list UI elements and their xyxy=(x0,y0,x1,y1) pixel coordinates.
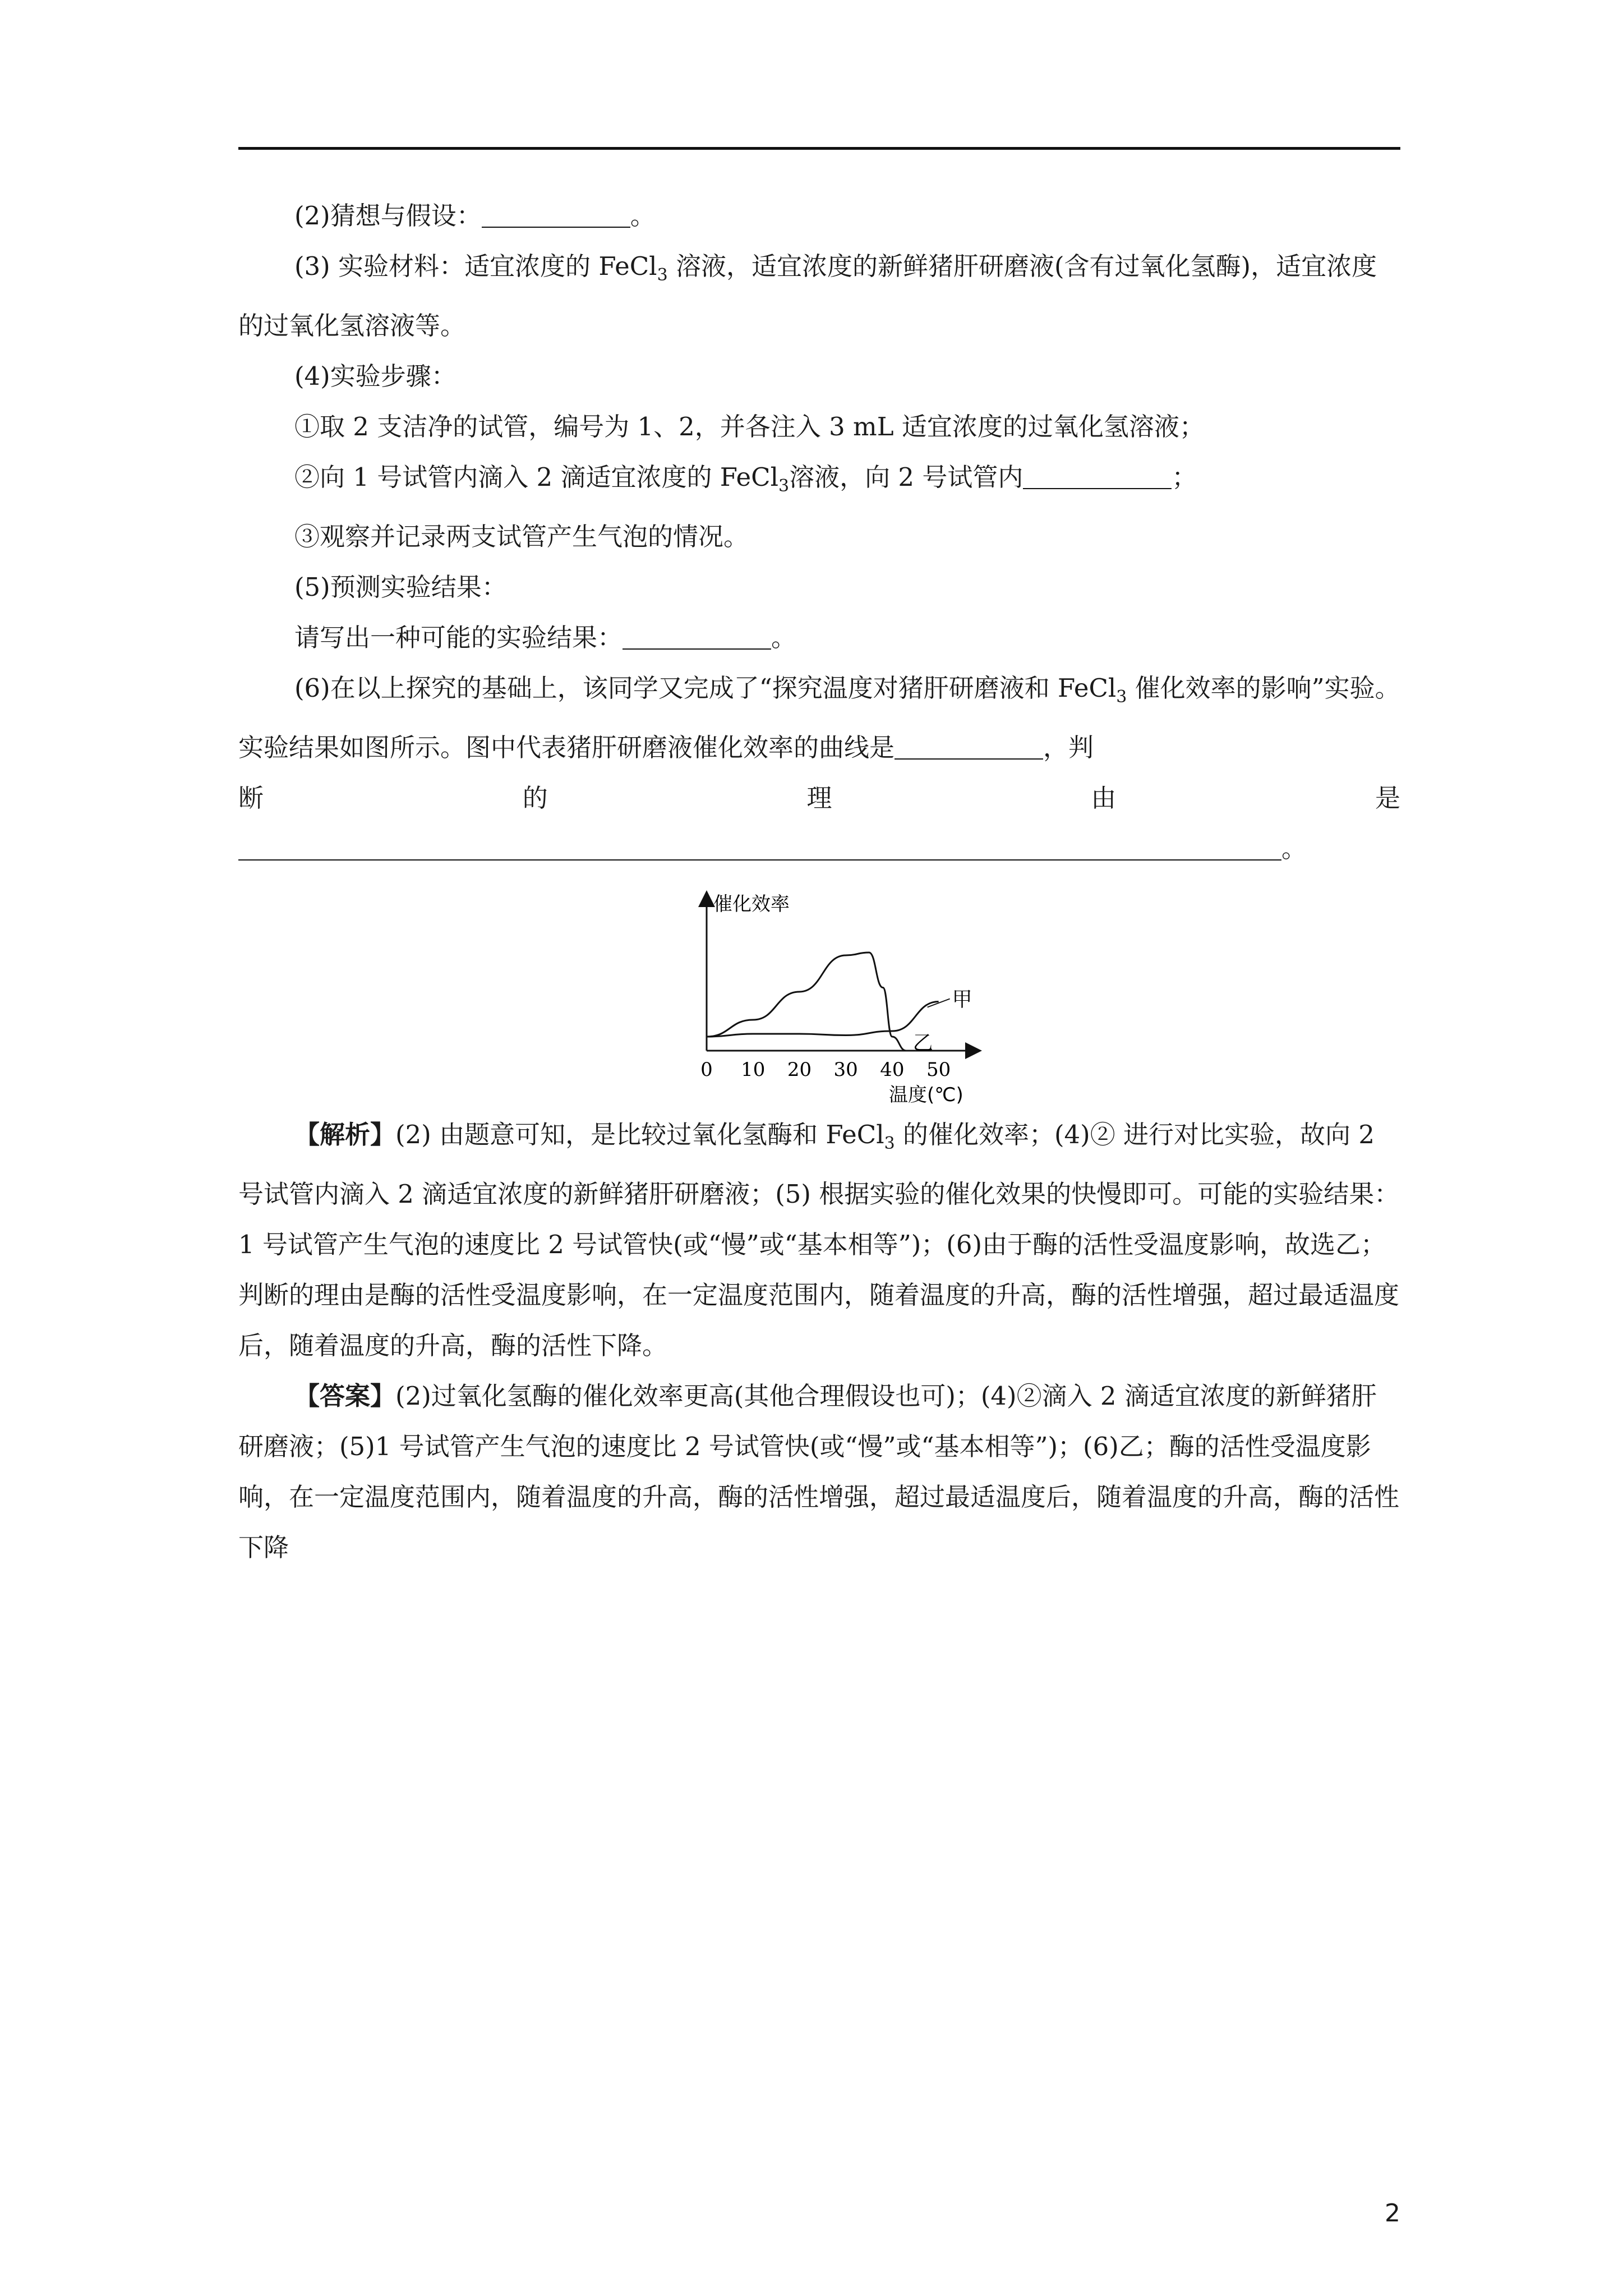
predict-label: (5)预测实验结果： xyxy=(294,572,507,602)
q6-word: 是 xyxy=(1375,783,1400,813)
q6-word: 理 xyxy=(806,783,832,813)
x-tick-label: 50 xyxy=(926,1059,951,1081)
catalysis-chart xyxy=(690,880,1004,1110)
materials-para: (3) 实验材料：适宜浓度的 FeCl$_3$ 溶液，适宜浓度的新鲜猪肝研磨液(含有过氧化氢酶)，适宜浓度的过氧化氢溶液等。 xyxy=(238,251,1377,341)
reason-blank[interactable] xyxy=(238,834,1281,861)
q6-reason-line xyxy=(238,773,1400,823)
x-tick-label: 0 xyxy=(700,1059,713,1081)
q6-para: (6)在以上探究的基础上，该同学又完成了“探究温度对猪肝研磨液和 FeCl$_3$ 催化效率的影响”实验。实验结果如图所示。图中代表猪肝研磨液催化效率的曲线是 ，判 xyxy=(238,673,1400,762)
y-axis-label: 催化效率 xyxy=(713,893,790,915)
answer-para: 【答案】(2)过氧化氢酶的催化效率更高(其他合理假设也可)；(4)②滴入 2 滴适宜浓度的新鲜猪肝研磨液；(5)1 号试管产生气泡的速度比 2 号试管快(或“慢”或“基本相等”)；(6)乙；酶的活性受温度影响，在一定温度范围内，随着温度的升高，酶的活性增强，超过最适温度后，随着温度的升高，酶的活性下降 xyxy=(238,1381,1400,1562)
q6-word: 的 xyxy=(522,783,548,813)
series-line-jia xyxy=(707,1002,939,1037)
step-1: ①取 2 支洁净的试管，编号为 1、2，并各注入 3 mL 适宜浓度的过氧化氢溶液； xyxy=(294,412,1205,441)
q6-word: 由 xyxy=(1091,783,1117,813)
answer-label: 【答案】 xyxy=(294,1381,396,1411)
page-number: 2 xyxy=(1385,2199,1400,2228)
curve-blank[interactable] xyxy=(895,733,1043,760)
x-axis-label: 温度(℃) xyxy=(889,1084,963,1106)
hypothesis-blank[interactable] xyxy=(482,201,630,228)
steps-label: (4)实验步骤： xyxy=(294,361,457,391)
x-tick-label: 40 xyxy=(880,1059,905,1081)
chart-text xyxy=(700,893,972,1106)
x-tick-label: 30 xyxy=(833,1059,858,1081)
series-label-jia: 甲 xyxy=(952,988,972,1011)
document-body xyxy=(238,191,1400,1573)
step2-blank[interactable] xyxy=(1023,463,1172,489)
series-label-yi: 乙 xyxy=(912,1032,933,1055)
x-tick-label: 10 xyxy=(741,1059,766,1081)
series-line-yi xyxy=(707,953,906,1051)
reason-answer-line: 。 xyxy=(238,823,1400,874)
header-rule xyxy=(238,147,1400,150)
step-3: ③观察并记录两支试管产生气泡的情况。 xyxy=(294,522,749,551)
analysis-para: 【解析】(2) 由题意可知，是比较过氧化氢酶和 FeCl$_3$ 的催化效率；(4)② 进行对比实验，故向 2 号试管内滴入 2 滴适宜浓度的新鲜猪肝研磨液；(5) 根据实验的催化效果的快慢即可。可能的实验结果：1 号试管产生气泡的速度比 2 号试管快(或“慢”或“基本相等”)；(6)由于酶的活性受温度影响，故选乙；判断的理由是酶的活性受温度影响，在一定温度范围内，随着温度的升高，酶的活性增强，超过最适温度后，随着温度的升高，酶的活性下降。 xyxy=(238,1120,1400,1360)
step-2: ②向 1 号试管内滴入 2 滴适宜浓度的 FeCl$_3$溶液，向 2 号试管内 ； xyxy=(294,462,1197,496)
x-tick-label: 20 xyxy=(787,1059,812,1081)
predict-blank[interactable] xyxy=(623,623,771,650)
analysis-label: 【解析】 xyxy=(294,1120,396,1149)
predict-question: 请写出一种可能的实验结果： 。 xyxy=(294,623,797,652)
q6-word: 断 xyxy=(238,783,264,813)
hypothesis-line: (2)猜想与假设： 。 xyxy=(294,201,656,231)
chart-axes xyxy=(707,894,979,1051)
